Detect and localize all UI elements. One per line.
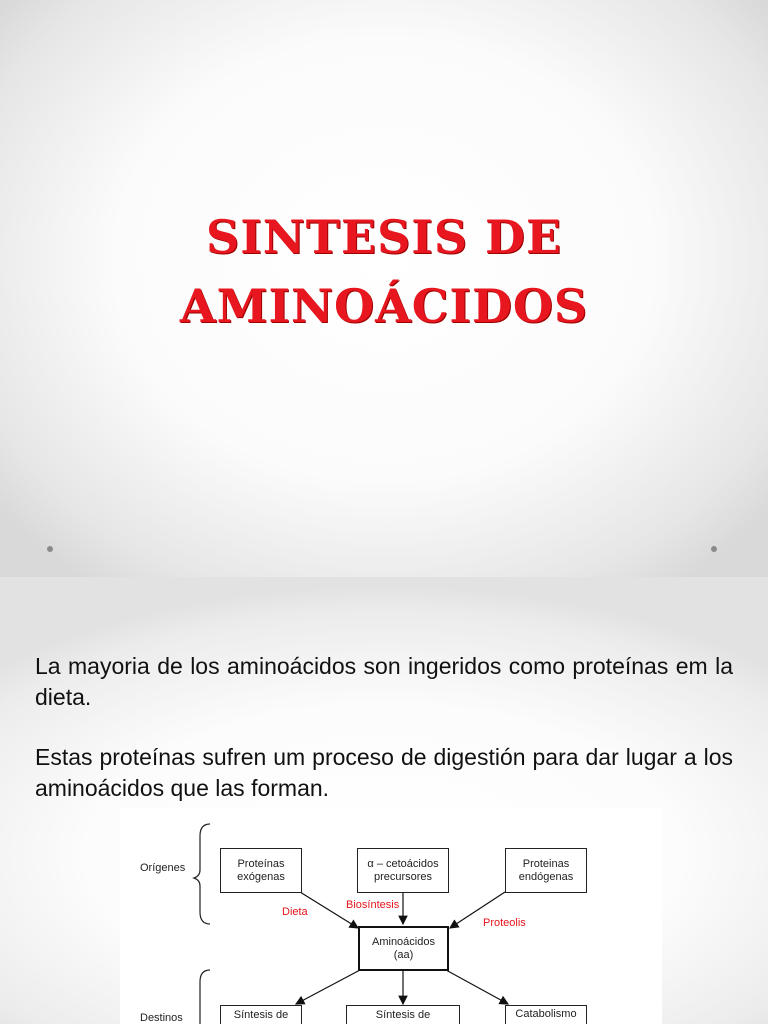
box-center-line1: Aminoácidos [372,935,435,948]
box-endogenous-line2: endógenas [518,870,574,883]
box-synthesis-1 [220,1005,302,1024]
title-line-1: SINTESIS DE [206,210,562,264]
box-endogenous-line1: Proteinas [522,857,570,870]
diet-label: Dieta [282,906,308,918]
diagram-connectors [120,808,662,1024]
destinations-label: Destinos [140,1012,183,1024]
biosynthesis-label: Biosíntesis [346,899,400,911]
box-precursors-line2: precursores [373,870,433,883]
paragraph-2: Estas proteínas sufren um proceso de digestión para dar lugar a los aminoácidos que las forman. [35,744,733,801]
left-dot [47,546,53,552]
box-precursors [357,848,449,893]
arrow-synthesis-1 [296,970,360,1004]
amino-acid-diagram [120,808,662,1024]
box-catabolism-label: Catabolismo [515,1008,577,1020]
box-exogenous-line1: Proteínas [237,857,285,870]
box-exogenous-line2: exógenas [237,870,285,883]
origins-label: Orígenes [140,862,186,874]
box-synthesis-2-label: Síntesis de [375,1009,431,1021]
paragraph-1: La mayoria de los aminoácidos son ingeridos como proteínas em la dieta. [35,653,733,710]
arrow-catabolism [446,970,508,1004]
box-catabolism [505,1005,587,1024]
box-synthesis-1-label: Síntesis de [233,1009,289,1021]
origins-brace [194,824,210,924]
box-precursors-line1: α – cetoácidos [367,857,439,870]
box-endogenous-proteins [505,848,587,893]
destinations-brace [200,970,210,1024]
box-amino-acids [358,926,449,971]
box-center-line2: (aa) [393,948,414,961]
box-synthesis-2 [346,1005,460,1024]
box-exogenous-proteins [220,848,302,893]
title-line-2: AMINOÁCIDOS [179,279,589,333]
right-dot [711,546,717,552]
proteolysis-label: Proteolis [483,917,526,929]
